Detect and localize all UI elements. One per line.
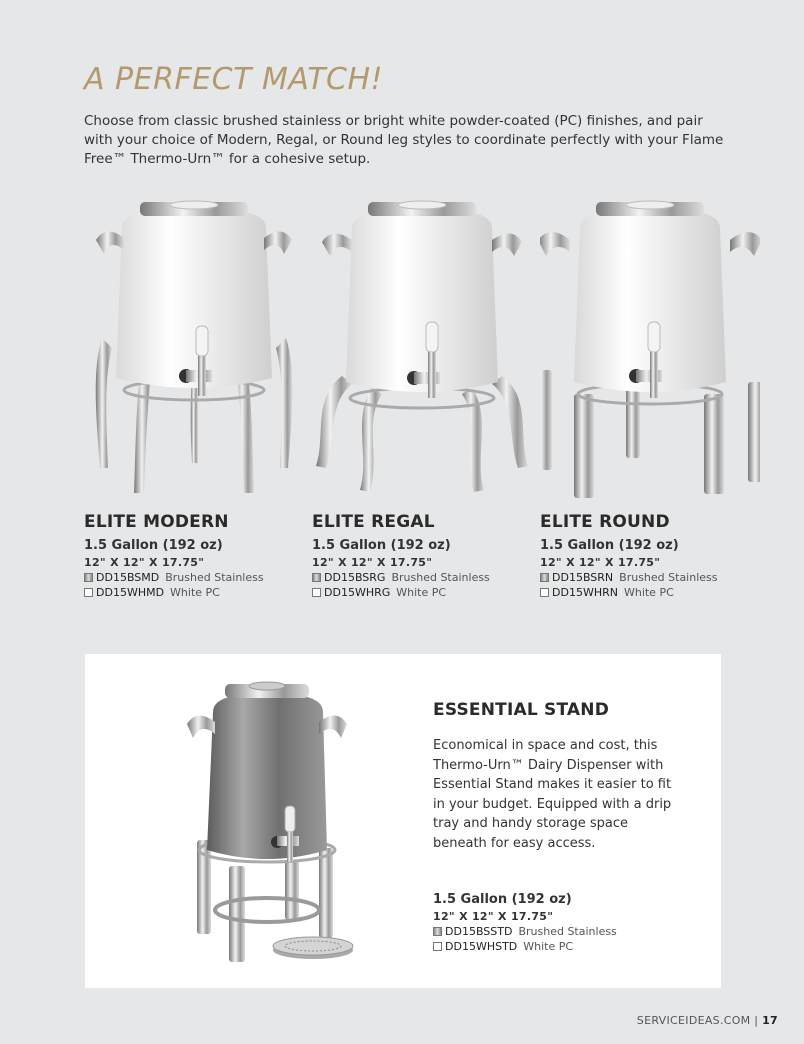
sku-row (540, 571, 760, 584)
white-swatch-icon (540, 588, 549, 597)
sku-finish: Brushed Stainless (391, 571, 490, 584)
white-swatch-icon (312, 588, 321, 597)
product-elite-modern (84, 198, 304, 599)
product-name: ELITE MODERN (84, 512, 229, 532)
sku-finish: Brushed Stainless (518, 925, 617, 938)
sku-row (433, 940, 617, 953)
sku-finish: Brushed Stainless (619, 571, 718, 584)
elite-round-dispenser-image (540, 198, 760, 498)
product-elite-regal (312, 198, 532, 599)
product-name: ESSENTIAL STAND (433, 700, 610, 720)
sku-finish: White PC (523, 940, 574, 953)
sku-row (540, 586, 760, 599)
sku-finish: Brushed Stainless (165, 571, 264, 584)
page-number: 17 (762, 1014, 778, 1027)
product-capacity: 1.5 Gallon (192 oz) (84, 538, 223, 553)
product-dimensions: 12" X 12" X 17.75" (312, 556, 433, 569)
product-description: Economical in space and cost, this Thermo-Urn™ Dairy Dispenser with Essential Stand makes it easier to fit in your budget. Equipped with a drip tray and handy storage space beneath for easy access. (433, 738, 672, 851)
footer-site: SERVICEIDEAS.COM (636, 1014, 751, 1027)
sku-code: DD15WHRG (324, 586, 391, 599)
elite-regal-dispenser-image (312, 198, 532, 498)
white-swatch-icon (433, 942, 442, 951)
essential-stand-panel (85, 654, 721, 988)
product-elite-round (540, 198, 760, 599)
sku-code: DD15BSRN (552, 571, 614, 584)
product-name: ELITE REGAL (312, 512, 435, 532)
sku-code: DD15WHRN (552, 586, 618, 599)
product-capacity: 1.5 Gallon (192 oz) (540, 538, 679, 553)
sku-code: DD15BSSTD (445, 925, 513, 938)
sku-code: DD15WHMD (96, 586, 165, 599)
sku-finish: White PC (396, 586, 447, 599)
page-headline: A PERFECT MATCH! (84, 62, 384, 97)
essential-stand-text (433, 700, 683, 853)
brushed-swatch-icon (433, 927, 442, 936)
brushed-swatch-icon (84, 573, 93, 582)
sku-code: DD15WHSTD (445, 940, 518, 953)
elite-modern-dispenser-image (84, 198, 304, 498)
product-dimensions: 12" X 12" X 17.75" (84, 556, 205, 569)
sku-row (312, 586, 532, 599)
white-swatch-icon (84, 588, 93, 597)
sku-finish: White PC (623, 586, 674, 599)
sku-finish: White PC (170, 586, 220, 599)
sku-row (84, 586, 304, 599)
sku-code: DD15BSRG (324, 571, 386, 584)
sku-row (433, 925, 617, 938)
essential-stand-dispenser-image (185, 670, 445, 980)
intro-paragraph: Choose from classic brushed stainless or bright white powder-coated (PC) finishes, and pair with your choice of Modern, Regal, or Round leg styles to coordinate perfectly with your Flame Free™ Thermo-Urn™ for a cohesive setup. (84, 113, 724, 167)
product-capacity: 1.5 Gallon (192 oz) (433, 892, 572, 907)
brushed-swatch-icon (312, 573, 321, 582)
footer-separator: | (754, 1014, 759, 1027)
product-dimensions: 12" X 12" X 17.75" (540, 556, 661, 569)
brushed-swatch-icon (540, 573, 549, 582)
product-name: ELITE ROUND (540, 512, 670, 532)
essential-stand-specs (433, 886, 617, 953)
sku-code: DD15BSMD (96, 571, 160, 584)
page-footer (637, 1014, 778, 1027)
product-dimensions: 12" X 12" X 17.75" (433, 910, 554, 923)
sku-row (312, 571, 532, 584)
sku-row (84, 571, 304, 584)
product-capacity: 1.5 Gallon (192 oz) (312, 538, 451, 553)
